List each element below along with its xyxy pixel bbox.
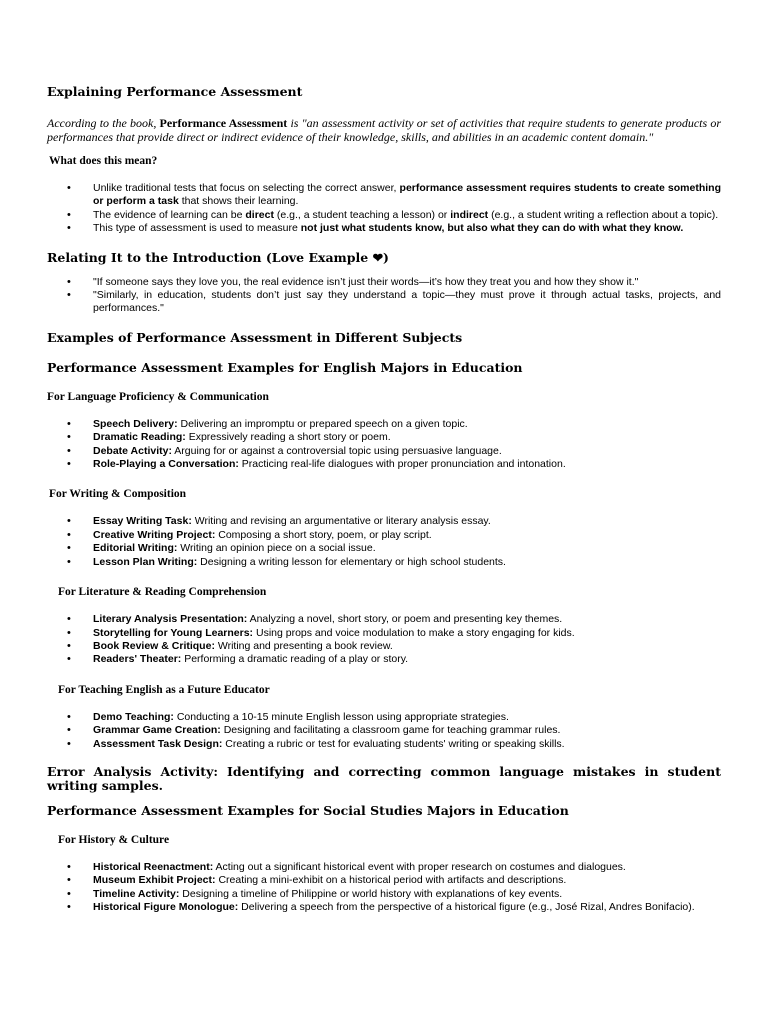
writing-heading: For Writing & Composition bbox=[49, 488, 187, 501]
list-item: • Book Review & Critique: Writing and presenting a book review. bbox=[47, 640, 721, 653]
list-item: • Debate Activity: Arguing for or against a controversial topic using persuasive language. bbox=[47, 445, 721, 458]
lit-list bbox=[47, 613, 721, 667]
list-item: • Lesson Plan Writing: Designing a writing lesson for elementary or high school students. bbox=[47, 556, 721, 569]
intro-mid: is bbox=[287, 116, 302, 130]
list-item: • Dramatic Reading: Expressively reading a short story or poem. bbox=[47, 431, 721, 444]
list-item: • Creative Writing Project: Composing a short story, poem, or play script. bbox=[47, 529, 721, 542]
list-item: • Museum Exhibit Project: Creating a mini-exhibit on a historical period with artifacts and descriptions. bbox=[47, 874, 721, 887]
english-heading: Performance Assessment Examples for English Majors in Education bbox=[47, 359, 523, 375]
list-item: • Storytelling for Young Learners: Using props and voice modulation to make a story engaging for kids. bbox=[47, 627, 721, 640]
list-item: • Role-Playing a Conversation: Practicing real-life dialogues with proper pronunciation and intonation. bbox=[47, 458, 721, 471]
meaning-list bbox=[47, 182, 721, 236]
list-item: • "If someone says they love you, the real evidence isn’t just their words—it’s how they treat you and how they show it." bbox=[47, 276, 721, 289]
teach-heading: For Teaching English as a Future Educator bbox=[58, 683, 270, 696]
list-item: • Literary Analysis Presentation: Analyzing a novel, short story, or poem and presenting key themes. bbox=[47, 613, 721, 626]
list-item: • Editorial Writing: Writing an opinion piece on a social issue. bbox=[47, 542, 721, 555]
list-item: • Assessment Task Design: Creating a rubric or test for evaluating students' writing or speaking skills. bbox=[47, 738, 721, 751]
list-item: • Speech Delivery: Delivering an impromptu or prepared speech on a given topic. bbox=[47, 418, 721, 431]
lang-heading: For Language Proficiency & Communication bbox=[47, 390, 269, 403]
document-page bbox=[47, 84, 721, 915]
intro-term: Performance Assessment bbox=[159, 116, 288, 130]
list-item: • The evidence of learning can be direct (e.g., a student teaching a lesson) or indirect (e.g., a student writing a reflection about a topic). bbox=[47, 209, 721, 222]
lang-list bbox=[47, 418, 721, 472]
list-item: • This type of assessment is used to measure not just what students know, but also what they can do with what they know. bbox=[47, 222, 721, 235]
intro-quote: "an assessment activity or set of activities that require students to generate products or performances that provide direct or indirect evidence of their knowledge, skills, and abilities in an academic content domain." bbox=[47, 116, 721, 144]
error-analysis-text: Error Analysis Activity: Identifying and correcting common language mistakes in student writing samples. bbox=[47, 763, 721, 793]
list-item: • Grammar Game Creation: Designing and facilitating a classroom game for teaching grammar rules. bbox=[47, 724, 721, 737]
meaning-heading: What does this mean? bbox=[49, 155, 158, 167]
love-list bbox=[47, 276, 721, 316]
page-title: Explaining Performance Assessment bbox=[47, 84, 303, 99]
list-item: • "Similarly, in education, students don’t just say they understand a topic—they must prove it through actual tasks, projects, and performances." bbox=[47, 289, 721, 316]
list-item: • Readers' Theater: Performing a dramatic reading of a play or story. bbox=[47, 653, 721, 666]
teach-list bbox=[47, 711, 721, 751]
intro-paragraph bbox=[47, 116, 721, 144]
writing-list bbox=[47, 515, 721, 569]
list-item: • Demo Teaching: Conducting a 10-15 minute English lesson using appropriate strategies. bbox=[47, 711, 721, 724]
examples-heading: Examples of Performance Assessment in Different Subjects bbox=[47, 329, 463, 345]
social-heading: Performance Assessment Examples for Social Studies Majors in Education bbox=[47, 802, 569, 818]
love-heading: Relating It to the Introduction (Love Example ❤) bbox=[47, 249, 389, 265]
history-list bbox=[47, 861, 721, 915]
list-item: • Unlike traditional tests that focus on selecting the correct answer, performance assessment requires students to create something or perform a task that shows their learning. bbox=[47, 182, 721, 209]
list-item: • Essay Writing Task: Writing and revising an argumentative or literary analysis essay. bbox=[47, 515, 721, 528]
intro-prefix: According to the book, bbox=[47, 116, 160, 130]
list-item: • Historical Reenactment: Acting out a significant historical event with proper research on costumes and dialogues. bbox=[47, 861, 721, 874]
list-item: • Historical Figure Monologue: Delivering a speech from the perspective of a historical figure (e.g., José Rizal, Andres Bonifacio). bbox=[47, 901, 721, 914]
lit-heading: For Literature & Reading Comprehension bbox=[58, 586, 267, 599]
list-item: • Timeline Activity: Designing a timeline of Philippine or world history with explanations of key events. bbox=[47, 888, 721, 901]
history-heading: For History & Culture bbox=[58, 833, 170, 846]
